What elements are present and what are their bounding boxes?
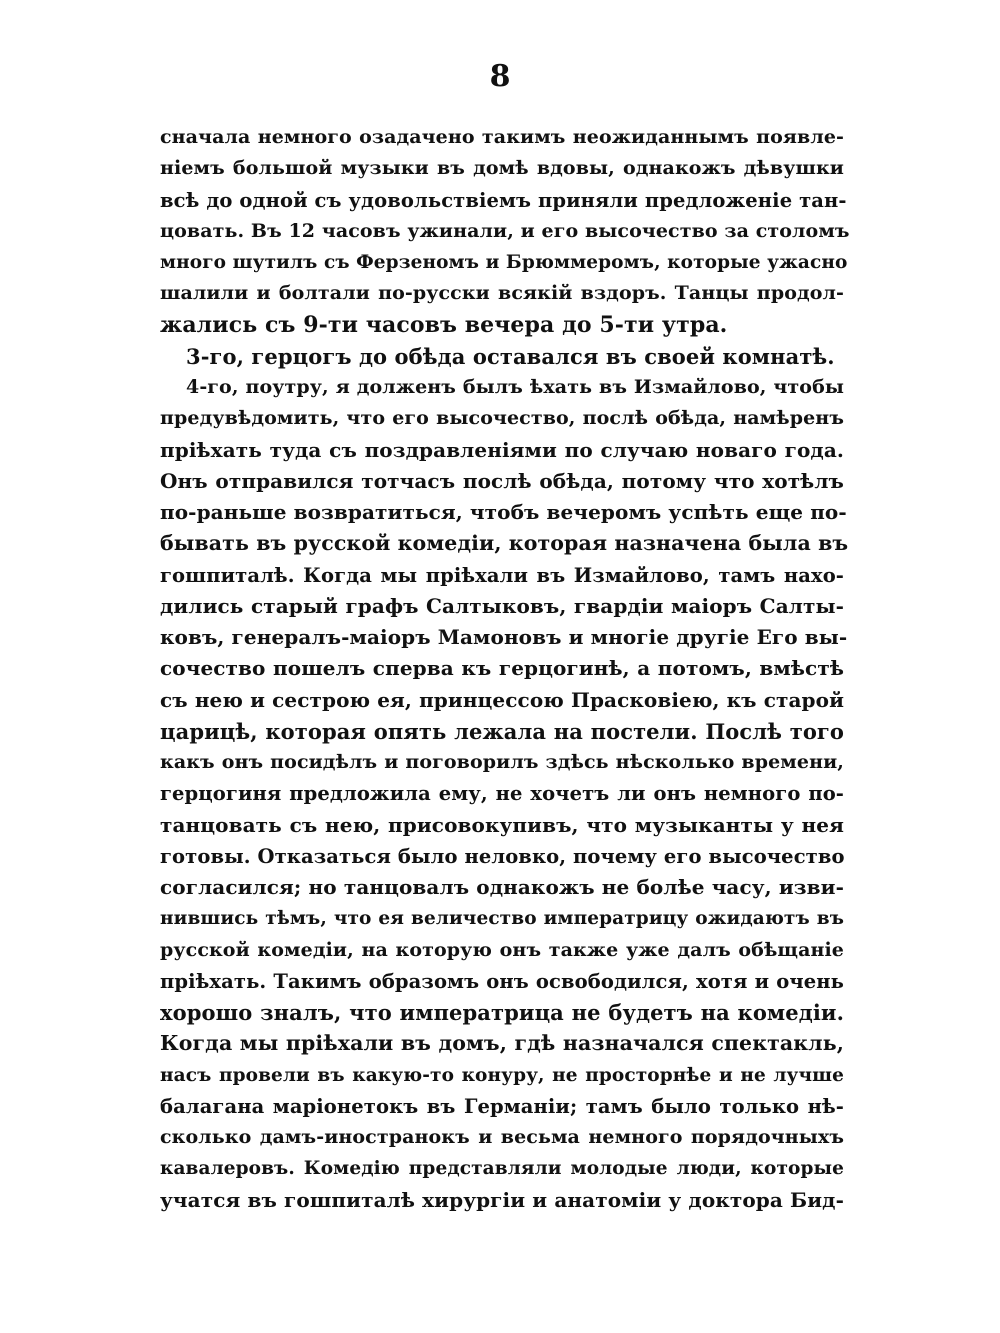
text-line: готовы. Отказаться было неловко, почему его высочество: [160, 844, 845, 868]
text-line: герцогиня предложила ему, не хочетъ ли онъ немного по-: [160, 782, 844, 806]
text-line: нившись тѣмъ, что ея величество императрицу ожидаютъ въ: [160, 908, 844, 930]
text-line: бывать въ русской комедiи, которая назначена была въ: [160, 531, 849, 556]
text-line: гошпиталѣ. Когда мы прiѣхали въ Измайлово, тамъ нахо-: [160, 563, 844, 587]
text-line: сколько дамъ-иностранокъ и весьма немного порядочныхъ: [160, 1126, 844, 1148]
text-line: всѣ до одной съ удовольствiемъ приняли предложенiе тан-: [160, 188, 847, 212]
text-line: царицѣ, которая опять лежала на постели. Послѣ того: [160, 718, 844, 744]
text-line: хорошо зналъ, что императрица не будетъ на комедiи.: [160, 1000, 844, 1025]
text-line: балагана марiонетокъ въ Германiи; тамъ было только нѣ-: [160, 1094, 844, 1118]
body-text: [160, 122, 850, 1216]
text-line: съ нею и сестрою ея, принцессою Прасковiею, къ старой: [160, 687, 844, 712]
text-line: учатся въ гошпиталѣ хирургiи и анатомiи у доктора Бид-: [160, 1187, 844, 1212]
text-line: нiемъ большой музыки въ домѣ вдовы, однакожъ дѣвушки: [160, 157, 844, 180]
text-line: танцовать съ нею, присовокупивъ, что музыканты у нея: [160, 812, 844, 837]
text-line: 4-го, поутру, я долженъ былъ ѣхать въ Измайлово, чтобы: [186, 376, 844, 398]
text-line: Онъ отправился тотчасъ послѣ обѣда, потому что хотѣлъ: [160, 468, 844, 493]
text-line: прiѣхать. Такимъ образомъ онъ освободился, хотя и очень: [160, 969, 844, 993]
text-line: предувѣдомить, что его высочество, послѣ обѣда, намѣренъ: [160, 407, 844, 430]
text-line: цовать. Въ 12 часовъ ужинали, и его высочество за столомъ: [160, 219, 850, 242]
text-line: дились старый графъ Салтыковъ, гвардiи маiоръ Салты-: [160, 593, 844, 618]
text-line: много шутилъ съ Ферзеномъ и Брюммеромъ, которые ужасно: [160, 252, 848, 273]
page-number: 8: [489, 59, 511, 94]
text-line: сначала немного озадачено такимъ неожиданнымъ появле-: [160, 126, 844, 148]
text-line: сочество пошелъ сперва къ герцогинѣ, а потомъ, вмѣстѣ: [160, 656, 844, 681]
text-line: жались съ 9-ти часовъ вечера до 5-ти утра.: [160, 311, 728, 338]
text-line: прiѣхать туда съ поздравленiями по случаю новаго года.: [160, 437, 844, 462]
text-line: ковъ, генералъ-маiоръ Мамоновъ и многiе другiе Его вы-: [160, 625, 848, 649]
text-line: Когда мы прiѣхали въ домъ, гдѣ назначался спектакль,: [160, 1031, 844, 1056]
text-line: русской комедiи, на которую онъ также уже далъ обѣщанiе: [160, 938, 844, 961]
text-line: шалили и болтали по-русски всякiй вздоръ. Танцы продол-: [160, 282, 844, 305]
text-line: насъ провели въ какую-то конуру, не просторнѣе и не лучше: [160, 1064, 844, 1086]
text-line: по-раньше возвратиться, чтобъ вечеромъ успѣть еще по-: [160, 500, 847, 524]
text-line: какъ онъ посидѣлъ и поговорилъ здѣсь нѣсколько времени,: [160, 751, 844, 773]
text-line: согласился; но танцовалъ однакожъ не болѣе часу, изви-: [160, 875, 844, 899]
text-line: 3-го, герцогъ до обѣда оставался въ своей комнатѣ.: [186, 343, 835, 369]
text-line: кавалеровъ. Комедiю представляли молодые люди, которые: [160, 1158, 844, 1180]
